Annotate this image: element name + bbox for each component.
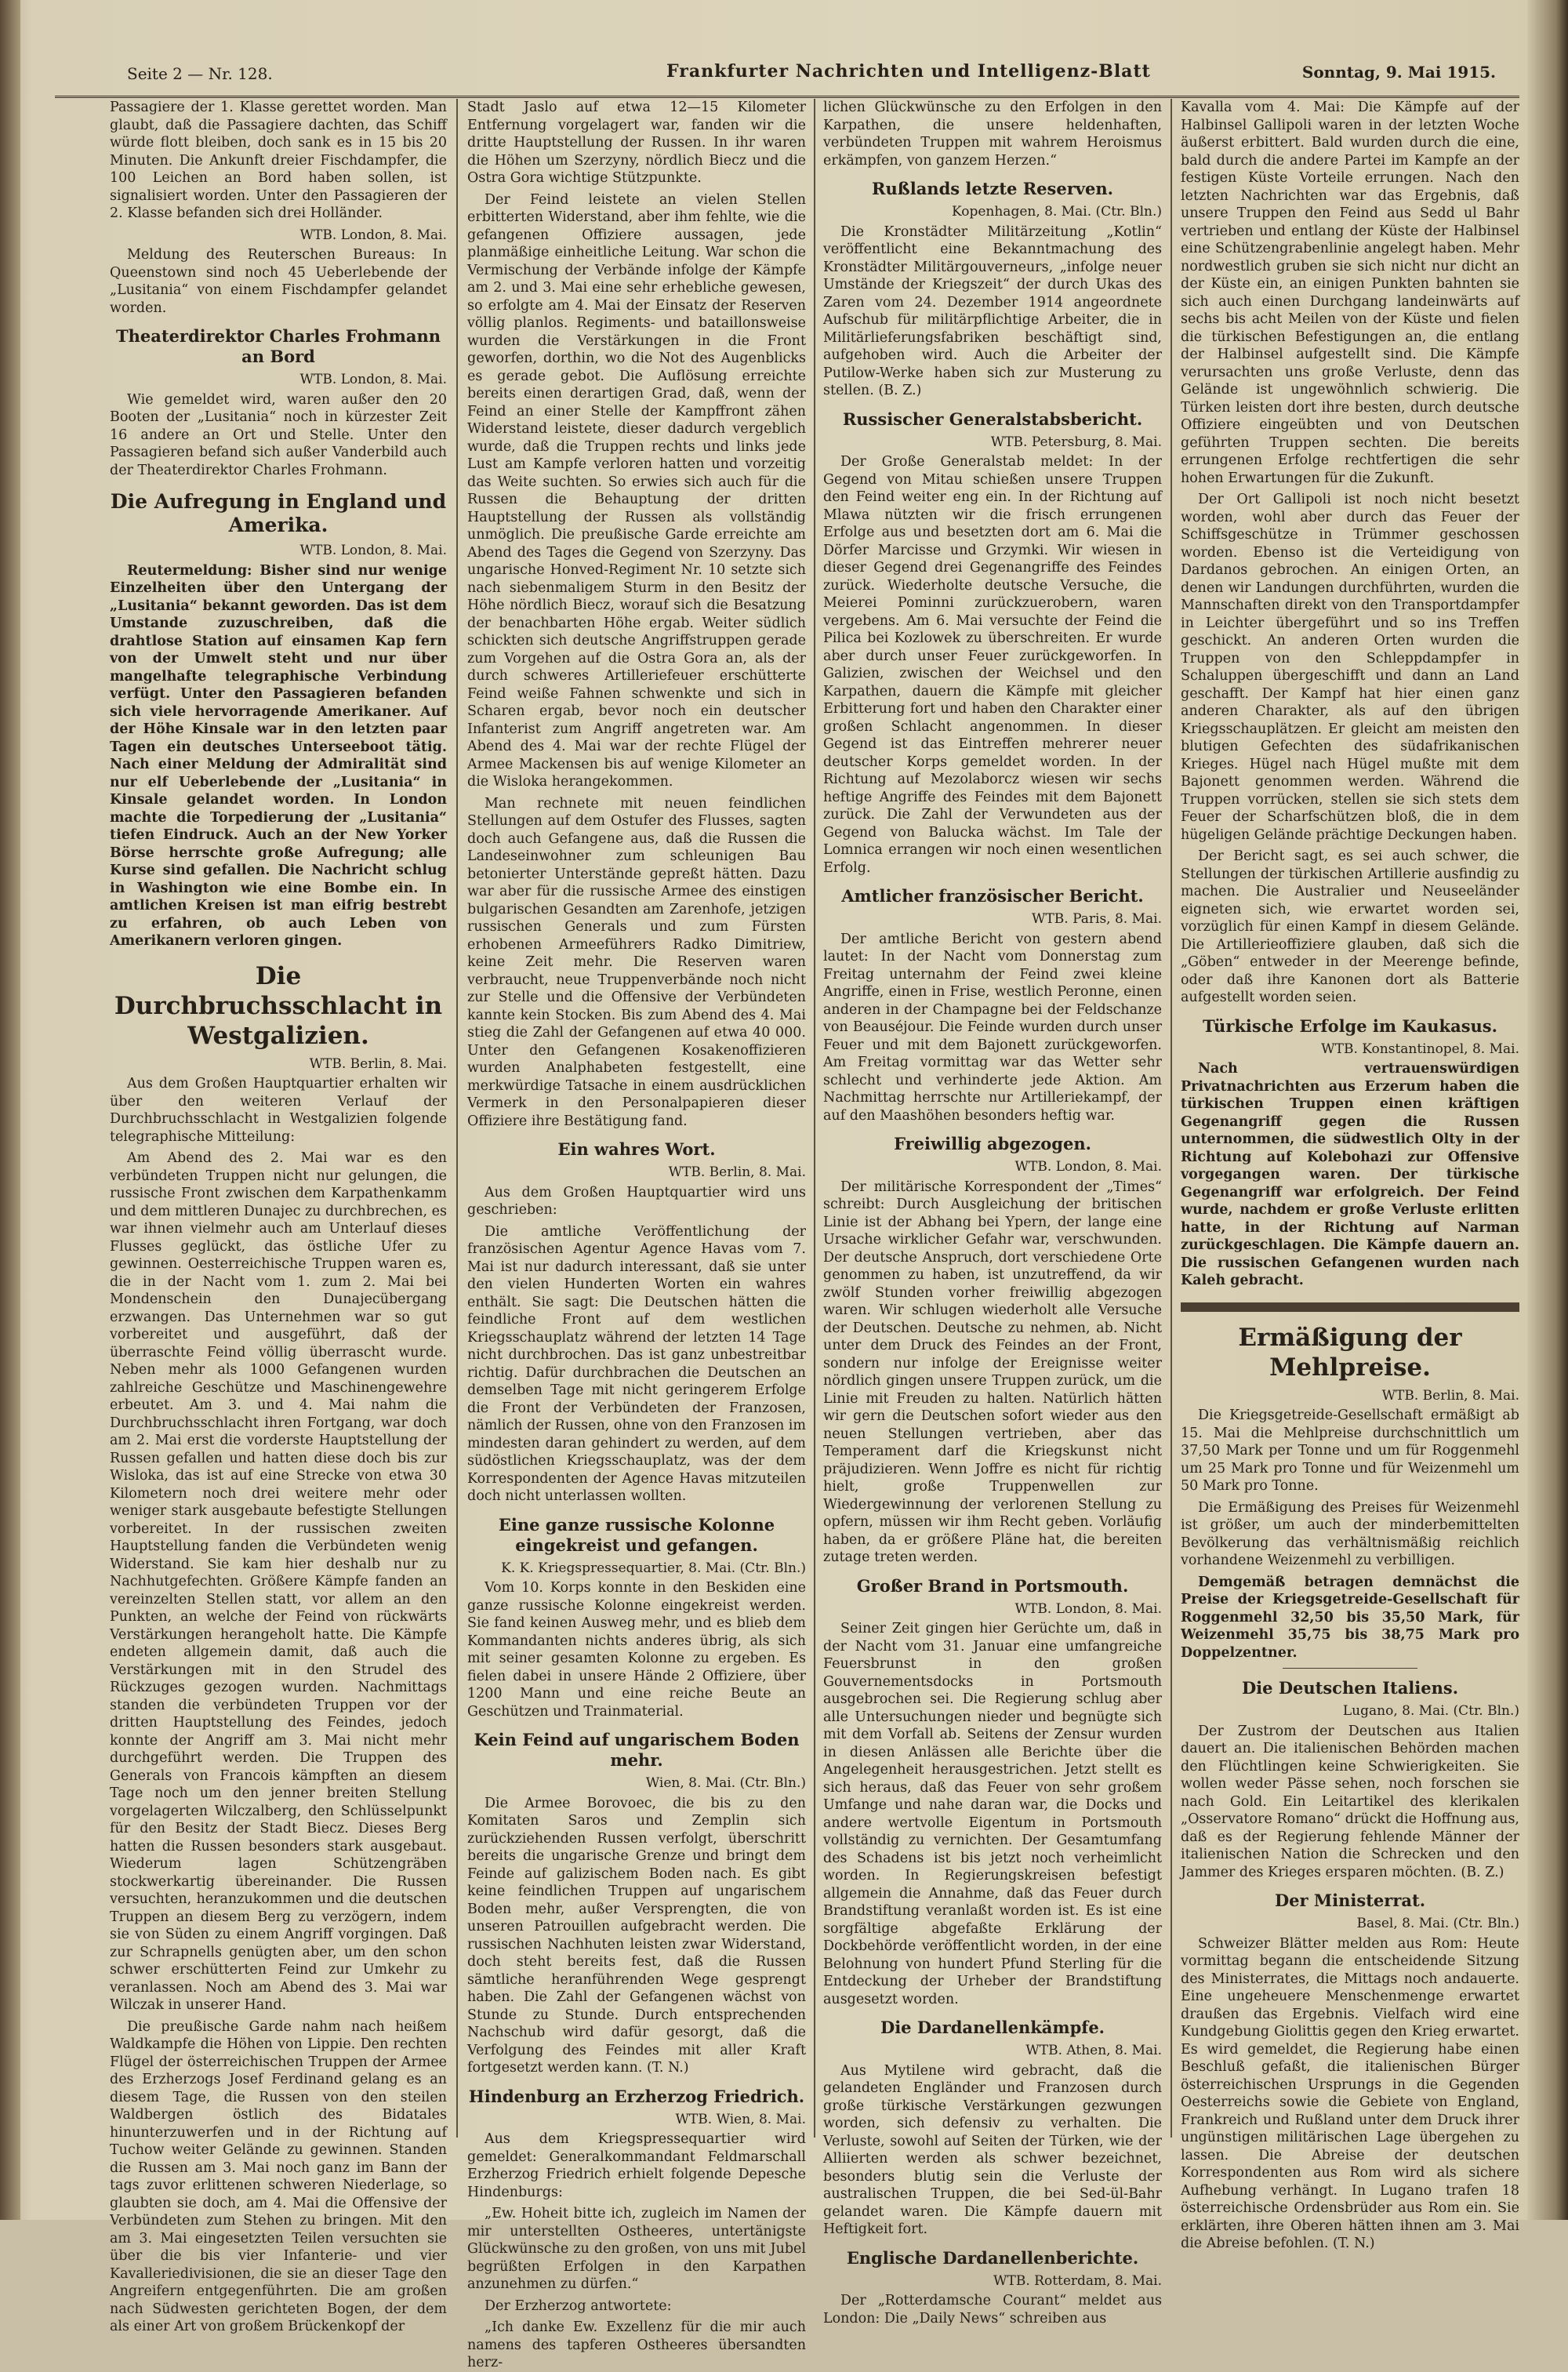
article-paragraph: Aus dem Großen Hauptquartier erhalten wir über den weiteren Verlauf der Durchbruchsschlacht in Westgalizien folgende telegraphische Mitteilung: <box>110 1076 447 1145</box>
dateline: WTB. Konstantinopel, 8. Mai. <box>1321 1041 1519 1057</box>
dateline: WTB. Rotterdam, 8. Mai. <box>993 2272 1162 2289</box>
dateline: Kopenhagen, 8. Mai. (Ctr. Bln.) <box>951 204 1162 220</box>
section-divider <box>1283 1668 1418 1669</box>
article-paragraph: Die Kronstädter Militärzeitung „Kotlin“ veröffentlicht eine Bekanntmachung des Kronstädter Militärgouverneurs, „infolge neuer Umstände der Kriegszeit“ der durch Ukas des Zaren vom 24. Dezember 1914 angeordnete Aufschub für militärpflichtige Arbeiter, die in Militärlieferungsfabriken beschäftigt sind, aufgehoben wird. Auch die Arbeiter der Putilow-Werke haben sich zur Musterung zu stellen. (B. Z.) <box>823 223 1162 398</box>
article-paragraph: Kavalla vom 4. Mai: Die Kämpfe auf der Halbinsel Gallipoli waren in der letzten Woche äußerst erbittert. Bald wurden durch die eine, bald durch die andere Partei im Kampfe an der festigen Küste Vorteile errungen. Nach den letzten Nachrichten war das Ergebnis, daß unsere Truppen den Feind aus Sedd ul Bahr vertrieben und entlang der Küste der Halbinsel eine Schützengrabenlinie angelegt haben. Mehr nordwestlich gruben sie sich nicht nur dicht an der Küste ein, an einigen Punkten bahnten sie sich auch einen Durchgang landeinwärts auf sechs bis acht Meilen von der Küste und fielen die türkischen Befestigungen an, die entlang der Halbinsel aufgestellt sind. Die Kämpfe verursachten uns große Verluste, denn das Gelände ist ungewöhnlich schwierig. Die Türken leisten dort ihre besten, durch deutsche Offiziere eingeübten und von Deutschen geführten Truppen sechten. Die bereits errungenen Erfolge rechtfertigen die sehr hohen Erwartungen für die Zukunft. <box>1181 100 1519 486</box>
headline-italien: Die Deutschen Italiens. <box>1241 1678 1459 1698</box>
dateline: Wien, 8. Mai. (Ctr. Bln.) <box>645 1775 806 1791</box>
dateline: Basel, 8. Mai. (Ctr. Bln.) <box>1356 1916 1519 1931</box>
column-rule <box>814 99 815 2138</box>
article-paragraph: Der Ort Gallipoli ist noch nicht besetzt worden, wohl aber durch das Feuer der Schiffsgeschütze in Trümmer geschossen worden. Ebenso ist die Verteidigung von Dardanos gebrochen. An einigen Orten, an denen wir Landungen durchführten, wurden die Mannschaften direkt von den Transportdampfer in Leichter übergeführt und so ins Treffen geschickt. An anderen Orten wurden die Truppen von den Schleppdampfer in Schaluppen übergeschifft und dann an Land geschafft. Der Kampf hat hier einen ganz anderen Charakter, als auf den übrigen Kriegsschauplätzen. Er gleicht am meisten den blutigen Gefechten des südafrikanischen Krieges. Hügel nach Hügel mußte mit dem Bajonett genommen werden. Während die Truppen vorrücken, stellen sie sich stets dem Feuer der Scharfschützen bloß, die in dem hügeligen Gelände prächtige Deckungen haben. <box>1181 492 1519 843</box>
headline-aufregung: Die Aufregung in England und Amerika. <box>110 490 447 536</box>
article-paragraph: Aus dem Kriegspressequartier wird gemeldet: Generalkommandant Feldmarschall Erzherzog Friedrich erhielt folgende Depesche Hindenburgs: <box>467 2131 806 2200</box>
dateline: WTB. London, 8. Mai. <box>299 372 447 387</box>
article-paragraph: Der „Rotterdamsche Courant“ meldet aus London: Die „Daily News“ schreiben aus <box>823 2293 1162 2327</box>
headline-kolonne: Eine ganze russische Kolonne eingekreist und gefangen. <box>498 1514 775 1555</box>
article-paragraph: Die amtliche Veröffentlichung der französischen Agentur Agence Havas vom 7. Mai ist nur dadurch interessant, daß sie unter den vielen Hunderten Worten ein wahres enthält. Sie sagt: Die Deutschen hätten die feindliche Front auf dem westlichen Kriegsschauplatz während der letzten 14 Tage nicht durchbrochen. Das ist ganz unbestreitbar richtig. Dafür durchbrachen die Deutschen an demselben Tage mit nicht geringerem Erfolge die Front der Verbündeten der Franzosen, nämlich der Russen, ohne von den Franzosen im mindesten daran gehindert zu werden, auf dem südöstlichen Kriegsschauplatz, was der dem Korrespondenten der Agence Havas mitzuteilen doch nicht unterlassen wollten. <box>467 1223 806 1504</box>
article-paragraph: Man rechnete mit neuen feindlichen Stellungen auf dem Ostufer des Flusses, sagten doch auch Gefangene aus, daß die Russen die Landeseinwohner zum schleunigen Bau betonierter Unterstände gepreßt hätten. Dazu war aber für die russische Armee des einstigen bulgarischen Gesandten am Zarenhofe, jetzigen russischen Generals und zum Fürsten erhobenen Armeeführers Radko Dimitriew, keine Zeit mehr. Die Reserven waren verbraucht, neue Truppenverbände noch nicht zur Stelle und die Offensive der Verbündeten kannte kein Stocken. Bis zum Abend des 4. Mai stieg die Zahl der Gefangenen auf etwa 40 000. Unter den Gefangenen Kosakenoffizieren wurden Analphabeten festgestellt, eine merkwürdige Tatsache in einem ausdrücklichen Vermerk in den Personalpapieren dieser Offiziere ihre Bestätigung fand. <box>467 795 806 1129</box>
article-paragraph: Am Abend des 2. Mai war es den verbündeten Truppen nicht nur gelungen, die russische Front zwischen dem Karpathenkamm und dem mittleren Dunajec zu durchbrechen, es war ihnen vielmehr auch am Unterlauf dieses Flusses geglückt, das östliche Ufer zu gewinnen. Oesterreichische Truppen waren es, die in der Nacht vom 1. zum 2. Mai bei Mondenschein den Dunajecübergang erzwangen. Das Unternehmen war so gut vorbereitet und ausgeführt, daß der überraschte Feind völlig überrascht wurde. Neben mehr als 1000 Gefangenen wurden zahlreiche Geschütze und Maschinengewehre erbeutet. Am 3. und 4. Mai nahm die Durchbruchsschlacht ihren Fortgang, war doch am 2. Mai erst die vorderste Hauptstellung der Russen gefallen und hatten diese doch bis zur Wisloka, das ist auf eine Strecke von etwa 30 Kilometern noch drei weitere mehr oder weniger stark ausgebaute befestigte Stellungen vorbereitet. In der russischen zweiten Hauptstellung fanden die Verbündeten wenig Widerstand. Sie kam hier deshalb nur zu Nachhutgefechten. Größere Kämpfe fanden an vereinzelten Stellen statt, vor allem an den Punkten, an welche der Feind von rückwärts Verstärkungen herangeholt hatte. Die Kämpfe endeten allgemein damit, daß auch die Verstärkungen mit in den Strudel des Rückzuges gezogen wurden. Nachmittags standen die verbündeten Truppen vor der dritten Hauptstellung des Feindes, jedoch konnte der Angriff am 3. Mai nicht mehr durchgeführt werden. Die Truppen des Generals von Francois kämpften an diesem Tage noch um den jenner breiten Stellung vorgelagerten Wilczalberg, den Schlüsselpunkt für den Besitz der Stadt Biecz. Dieses Berg hatten die Russen besonders stark ausgebaut. Wiederum lagen Schützengräben stockwerkartig übereinander. Die Russen versuchten, heranzukommen und die deutschen Truppen an diesem Berg zu verzögern, indem sie von Süden zu einem Angriff vorgingen. Daß zur Schrapnells genügten aber, um den schon schwer erschütterten Feind zur Umkehr zu veranlassen. Noch am Abend des 3. Mai war Wilczak in unserer Hand. <box>110 1150 447 2013</box>
article-paragraph: Seiner Zeit gingen hier Gerüchte um, daß in der Nacht vom 31. Januar eine umfangreiche Feuersbrunst in den großen Gouvernementsdocks in Portsmouth ausgebrochen sei. Die Regierung schlug aber alle Untersuchungen nieder und begnügte sich mit dem Vorfall ab. Seitens der Zensur wurden in diesen Anlässen alle Berichte über die Angelegenheit herausgestrichen. Jetzt stellt es sich heraus, daß das Feuer von sehr großem Umfange und nahe daran war, die Docks und andere wertvolle Eigentum in Portsmouth vollständig zu vernichten. Der Gesamtumfang des Schadens ist bis jetzt noch verheimlicht worden. In Regierungskreisen befestigt allgemein die Annahme, daß das Feuer durch Brandstiftung veranlaßt worden ist. Es ist eine sorgfältige abgefaßte Erklärung der Dockbehörde veröffentlicht worden, in der eine Belohnung von hundert Pfund Sterling für die Entdeckung der Urheber der Brandstiftung ausgesetzt worden. <box>823 1621 1162 2007</box>
article-paragraph: Die Ermäßigung des Preises für Weizenmehl ist größer, um auch der minderbemittelten Bevölkerung das verhältnismäßig reichlich vorhandene Weizenmehl zu verbilligen. <box>1181 1499 1519 1568</box>
article-paragraph: Stadt Jaslo auf etwa 12—15 Kilometer Entfernung vorgelagert war, fanden wir die dritte Hauptstellung der Russen. In ihr waren die Höhen um Szerzyny, nördlich Biecz und die Ostra Gora wichtige Stützpunkte. <box>467 100 806 186</box>
article-paragraph: Der Bericht sagt, es sei auch schwer, die Stellungen der türkischen Artillerie ausfindig zu machen. Die Australier und Neuseeländer eigneten sich, wie erwartet worden sei, vorzüglich für einen Kampf in diesem Gelände. Die Artillerieoffiziere glauben, daß sich die „Göben“ entweder in der Meerenge befinde, oder daß ihre Kanonen dort als Batterie aufgestellt worden seien. <box>1181 848 1519 1005</box>
dateline: WTB. Wien, 8. Mai. <box>675 2111 806 2127</box>
article-paragraph: Demgemäß betragen demnächst die Preise der Kriegsgetreide-Gesellschaft für Roggenmehl 32,50 bis 35,50 Mark, für Weizenmehl 35,75 bis 38,75 Mark pro Doppelzentner. <box>1181 1574 1519 1661</box>
article-paragraph: Aus Mytilene wird gebracht, daß die gelandeten Engländer und Franzosen durch große türkische Verstärkungen gezwungen worden, sich defensiv zu verhalten. Die Verluste, sowohl auf Seiten der Türken, wie der Alliierten werden als schwer bezeichnet, besonders blutig sein die Verluste der australischen Truppen, die bei Sed-ül-Bahr gelandet waren. Die Kämpfe dauern mit Heftigkeit fort. <box>823 2062 1162 2237</box>
dateline: WTB. Athen, 8. Mai. <box>1025 2043 1162 2058</box>
dateline: WTB. Petersburg, 8. Mai. <box>990 434 1162 450</box>
article-paragraph: Meldung des Reuterschen Bureaus: In Queenstown sind noch 45 Ueberlebende der „Lusitania“ von einem Fischdampfer gelandet worden. <box>110 247 447 316</box>
headline-hindenburg: Hindenburg an Erzherzog Friedrich. <box>468 2086 805 2106</box>
binding-spine <box>0 0 20 2220</box>
article-paragraph: „Ich danke Ew. Exzellenz für die mir auch namens des tapferen Ostheeres übersandten herz- <box>467 2319 806 2370</box>
dateline: Lugano, 8. Mai. (Ctr. Bln.) <box>1342 1703 1519 1719</box>
headline-englische-berichte: Englische Dardanellenberichte. <box>846 2247 1139 2268</box>
headline-reserven: Rußlands letzte Reserven. <box>872 179 1113 198</box>
headline-wahres-wort: Ein wahres Wort. <box>557 1139 716 1159</box>
column-3 <box>823 99 1162 2327</box>
article-paragraph: Schweizer Blätter melden aus Rom: Heute vormittag begann die entscheidende Sitzung des Ministerrates, die Mittags noch andauerte. Eine ungeheuere Menschenmenge erwartet draußen das Ergebnis. Vielfach wird eine Kundgebung Giolittis gegen den Krieg erwartet. Es wird gemeldet, die Regierung habe einen Beschluß gefaßt, die italienischen Bürger österreichischen Ursprungs in die Gegenden Oesterreichs sowie die Gebiete von England, Frankreich und Rußland unter dem Druck ihrer ungünstigen militärischen Lage übergehen zu lassen. Die Abreise der deutschen Korrespondenten aus Rom wird als sichere Aufhebung verhängt. In Lugano trafen 18 österreichische Ordensbrüder aus Rom ein. Sie erklärten, ihre Oberen hätten ihnen am 3. Mai die Abreise befohlen. (T. N.) <box>1181 1935 1519 2251</box>
headline-frohmann: Theaterdirektor Charles Frohmann an Bord <box>115 326 441 366</box>
dateline: WTB. London, 8. Mai. <box>1014 1159 1162 1175</box>
section-divider <box>1181 1302 1519 1312</box>
headline-generalstab: Russischer Generalstabsbericht. <box>842 409 1143 429</box>
article-paragraph: Der Zustrom der Deutschen aus Italien dauert an. Die italienischen Behörden machen den Flüchtlingen keine Schwierigkeiten. Sie wollen weder Pässe sehen, noch forschen sie nach Gold. Ein Leitartikel des klerikalen „Osservatore Romano“ drückt die Hoffnung aus, daß es der Regierung fehlende Männer der italienischen Nation die Schrecken und den Jammer des Krieges ersparen möchten. (B. Z.) <box>1181 1723 1519 1880</box>
article-paragraph: Nach vertrauenswürdigen Privatnachrichten aus Erzerum haben die türkischen Truppen einen kräftigen Gegenangriff gegen die Russen unternommen, die südwestlich Olty in der Richtung auf Kolebohazi zur Offensive vorgegangen waren. Der türkische Gegenangriff war erfolgreich. Der Feind wurde, nachdem er große Verluste erlitten hatte, in der Richtung auf Narman zurückgeschlagen. Die Kämpfe dauern an. Die russischen Gefangenen wurden nach Kaleh gebracht. <box>1181 1061 1519 1288</box>
article-paragraph: Der Feind leistete an vielen Stellen erbitterten Widerstand, aber ihm fehlte, wie die gefangenen Offiziere aussagen, jede planmäßige einheitliche Leitung. War schon die Vermischung der Verbände infolge der Kämpfe am 2. und 3. Mai eine sehr erhebliche gewesen, so erfolgte am 4. Mai der Einsatz der Reserven völlig planlos. Regiments- und bataillonsweise wurden die Verstärkungen in die Front geworfen, dorthin, wo die Not des Augenblicks es gerade gebot. Die Auflösung erreichte bereits einen derartigen Grad, daß, wenn der Feind an einer Stelle der Kampffront zähen Widerstand leistete, dieser dadurch vergeblich wurde, daß die Truppen rechts und links jede Lust am Kampfe verloren hatten und vorzeitig das Weite suchten. So erwies sich auch für die Russen die Behauptung der dritten Hauptstellung der Russen als vollständig unmöglich. Die preußische Garde erreichte am Abend des Tages die Gegend von Szerzyny. Das ungarische Honved-Regiment Nr. 10 setzte sich nach siebenmaligem Sturm in den Besitz der Höhe nördlich Biecz, worauf sich die Besatzung der benachbarten Höhe ergab. Weiter südlich schickten sich deutsche Angriffstruppen gerade zum Vorgehen auf die Ostra Gora an, als der durch schweres Artilleriefeuer erschütterte Feind weiße Fahnen schwenkte und sich in Scharen ergab, bevor noch ein deutscher Infanterist zum Angriff angetreten war. Am Abend des 4. Mai war der rechte Flügel der Armee Mackensen bis auf wenige Kilometer an die Wisloka herangekommen. <box>467 191 806 790</box>
headline-portsmouth: Großer Brand in Portsmouth. <box>856 1575 1129 1596</box>
dateline: WTB. Berlin, 8. Mai. <box>668 1164 806 1180</box>
headline-kaukasus: Türkische Erfolge im Kaukasus. <box>1203 1015 1497 1036</box>
article-paragraph: Wie gemeldet wird, waren außer den 20 Booten der „Lusitania“ noch in kürzester Zeit 16 andere an Ort und Stelle. Unter den Passagieren befand sich außer Vanderbild auch der Theaterdirektor Charles Frohmann. <box>110 391 447 478</box>
headline-durchbruchsschlacht: Die Durchbruchsschlacht in Westgalizien. <box>114 961 443 1050</box>
article-paragraph: Reutermeldung: Bisher sind nur wenige Einzelheiten über den Untergang der „Lusitania“ bekannt geworden. Das ist dem Umstande zuzuschreiben, daß die drahtlose Station auf einsamen Kap fern von der Umwelt steht und nur über mangelhafte telegraphische Verbindung verfügt. Unter den Passagieren befanden sich viele hervorragende Amerikaner. Auf der Höhe Kinsale war in den letzten paar Tagen ein deutsches Unterseeboot tätig. Nach einer Meldung der Admiralität sind nur elf Ueberlebende der „Lusitania“ in Kinsale gelandet worden. In London machte die Torpedierung der „Lusitania“ tiefen Eindruck. Auch an der New Yorker Börse herrschte große Aufregung; alle Kurse sind gefallen. Die Nachricht schlug in Washington wie eine Bombe ein. In amtlichen Kreisen ist man eifrig bestrebt zu erfahren, ob auch Leben von Amerikanern verloren gingen. <box>110 562 447 949</box>
dateline: WTB. Berlin, 8. Mai. <box>1381 1387 1519 1404</box>
issue-date: Sonntag, 9. Mai 1915. <box>1301 63 1496 82</box>
article-paragraph: Die Armee Borovoec, die bis zu den Komitaten Saros und Zemplin sich zurückziehenden Russen verfolgt, überschritt bereits die ungarische Grenze und bringt dem Feinde auf galizischem Boden nach. Es gibt keine feindlichen Truppen auf ungarischem Boden mehr, außer Versprengten, die von unseren Patrouillen aufgebracht werden. Die russischen Nachhuten leisten zwar Widerstand, doch steht bereits fest, daß die Russen sämtliche heranführenden Wege gesprengt haben. Die Zahl der Gefangenen wächst von Stunde zu Stunde. Durch entsprechenden Nachschub wird dafür gesorgt, daß die Verfolgung des Feindes mit aller Kraft fortgesetzt werden kann. (T. N.) <box>467 1795 806 2076</box>
column-4 <box>1181 99 1519 2251</box>
masthead: Frankfurter Nachrichten und Intelligenz-Blatt <box>666 61 1151 82</box>
headline-freiwillig: Freiwillig abgezogen. <box>894 1134 1091 1153</box>
article-paragraph: Die Kriegsgetreide-Gesellschaft ermäßigt ab 15. Mai die Mehlpreise durchschnittlich um 37,50 Mark per Tonne und um für Roggenmehl um 25 Mark pro Tonne und für Weizenmehl um 50 Mark pro Tonne. <box>1181 1408 1519 1494</box>
article-paragraph: lichen Glückwünsche zu den Erfolgen in den Karpathen, die unsere heldenhaften, verbündeten Truppen mit wahrem Heroismus erkämpfen, von ganzem Herzen.“ <box>823 100 1162 169</box>
column-2 <box>467 99 806 2370</box>
dateline: WTB. London, 8. Mai. <box>299 543 447 558</box>
headline-kein-feind: Kein Feind auf ungarischem Boden mehr. <box>474 1730 800 1770</box>
article-paragraph: Der militärische Korrespondent der „Times“ schreibt: Durch Ausgleichung der britischen Linie ist der Abhang bei Ypern, der lange eine Ursache wirklicher Gefahr war, verschwunden. Der deutsche Anspruch, dort verschiedene Orte genommen zu haben, ist unzutreffend, da wir zwölf Stunden vorher freiwillig abgezogen waren. Wir schlugen wiederholt alle Versuche der Deutschen. Deutsche zu nehmen, ab. Nicht unter dem Druck des Feindes an der Front, sondern nur infolge der Ereignisse weiter nördlich gingen unsere Truppen zurück, um die Linie mit Freuden zu halten. Natürlich hätten wir gern die Deutschen sofort wieder aus den neuen Stellungen vertrieben, aber das Temperament darf die Kriegskunst nicht präjudizieren. Wenn Joffre es nicht für richtig hielt, große Truppenwellen zur Wiedergewinnung der verlorenen Stellung zu opfern, müssen wir ihm Recht geben. Vorläufig haben, da er größere Pläne hat, die bereiten zutage treten werden. <box>823 1179 1162 1565</box>
dateline: WTB. Paris, 8. Mai. <box>1031 911 1162 927</box>
dateline: WTB. London, 8. Mai. <box>299 227 447 243</box>
article-paragraph: Vom 10. Korps konnte in den Beskiden eine ganze russische Kolonne eingekreist werden. Sie fand keinen Ausweg mehr, und es blieb dem Kommandanten nichts anderes übrig, als sich mit seiner gesamten Kolonne zu ergeben. Es fielen dabei in unsere Hände 2 Offiziere, über 1200 Mann und eine reiche Beute an Geschützen und Trainmaterial. <box>467 1580 806 1720</box>
article-paragraph: Der Große Generalstab meldet: In der Gegend von Mitau schießen unsere Truppen den Feind weiter eng ein. In der Richtung auf Mlawa nützten wir die frisch errungenen Erfolge aus und besetzten dort am 6. Mai die Dörfer Marcisse und Grzymki. Wir wiesen in dieser Gegend drei Gegenangriffe des Feindes zurück. Wiederholte deutsche Versuche, die Meierei Pominni zurückzuerobern, waren vergebens. Am 6. Mai versuchte der Feind die Pilica bei Kozlowek zu überschreiten. Er wurde aber durch unser Feuer zurückgeworfen. In Galizien, zwischen der Weichsel und den Karpathen, dauern die Kämpfe mit gleicher Erbitterung fort und haben den Charakter einer großen Schlacht angenommen. In dieser Gegend ist das Eintreffen mehrerer neuer deutscher Korps gemeldet worden. In der Richtung auf Mezolaborcz wiesen wir sechs heftige Angriffe des Feindes mit dem Bajonett zurück. Die Zahl der Verwundeten aus der Gegend von Balucka wächst. Im Tale der Lomnica errangen wir noch einen wesentlichen Erfolg. <box>823 454 1162 876</box>
dateline: WTB. London, 8. Mai. <box>1014 1600 1162 1617</box>
article-paragraph: Die preußische Garde nahm nach heißem Waldkampfe die Höhen von Lippie. Den rechten Flügel der österreichischen Truppen der Armee des Erzherzogs Josef Ferdinand gelang es an diesem Tage, die Russen von den steilen Waldbergen östlich des Bidatales hinunterzuwerfen und in der Richtung auf Tuchow weiter Gelände zu gewinnen. Standen die Russen am 3. Mai noch ganz im Bann der tags zuvor erlittenen schweren Niederlage, so glaubten sie doch, am 4. Mai die Offensive der Verbündeten zum Stehen zu bringen. Mit den am 3. Mai eingesetzten Teilen versuchten sie über die bis vier Infanterie- und vier Kavalleriedivisionen, die sie an dieser Tage den Angreifern entgegenführten. Die am großen nach Südwesten gerichteten Bogen, der dem als einer Art von großem Brückenkopf der <box>110 2018 447 2334</box>
headline-dardanellen: Die Dardanellenkämpfe. <box>880 2018 1105 2037</box>
headline-franzoesisch: Amtlicher französischer Bericht. <box>841 886 1144 906</box>
article-paragraph: Passagiere der 1. Klasse gerettet worden. Man glaubt, daß die Passagiere dachten, das Schiff würde flott bleiben, doch sank es in 15 bis 20 Minuten. Die Ankunft dreier Fischdampfer, die 100 Leichen an Bord haben sollen, ist signalisiert worden. Unter den Passagieren der 2. Klasse befanden sich drei Holländer. <box>110 100 447 221</box>
article-paragraph: Der Erzherzog antwortete: <box>485 2298 672 2314</box>
dateline: K. K. Kriegspressequartier, 8. Mai. (Ctr. Bln.) <box>501 1560 806 1576</box>
page-number: Seite 2 — Nr. 128. <box>127 64 273 83</box>
column-1 <box>110 99 447 2334</box>
page-header <box>55 61 1519 98</box>
article-paragraph: Der amtliche Bericht von gestern abend lautet: In der Nacht vom Donnerstag zum Freitag unternahm der Feind zwei kleine Angriffe, einen in Frise, westlich Peronne, einen anderen in der Champagne bei der Feldschanze von Beauséjour. Die Feinde wurden durch unser Feuer und mit dem Bajonett zurückgeworfen. Am Freitag vormittag war das Wetter sehr schlecht und verhinderte jede Aktion. Am Nachmittag herrschte nur Artilleriekampf, der auf den Maashöhen besonders heftig war. <box>823 931 1162 1124</box>
headline-ministerrat: Der Ministerrat. <box>1274 1891 1426 1910</box>
column-rule <box>456 99 458 2138</box>
page-edge <box>1527 0 1568 2220</box>
headline-mehlpreise: Ermäßigung der Mehlpreise. <box>1238 1323 1462 1382</box>
dateline: WTB. Berlin, 8. Mai. <box>309 1055 447 1072</box>
column-rule <box>1171 99 1172 2138</box>
article-paragraph: Aus dem Großen Hauptquartier wird uns geschrieben: <box>467 1184 806 1218</box>
article-paragraph: „Ew. Hoheit bitte ich, zugleich im Namen der mir unterstellten Ostheeres, untertänigste Glückwünsche zu den großen, von uns mit Jubel begrüßten Erfolgen in den Karpathen anzunehmen zu dürfen.“ <box>467 2206 806 2292</box>
